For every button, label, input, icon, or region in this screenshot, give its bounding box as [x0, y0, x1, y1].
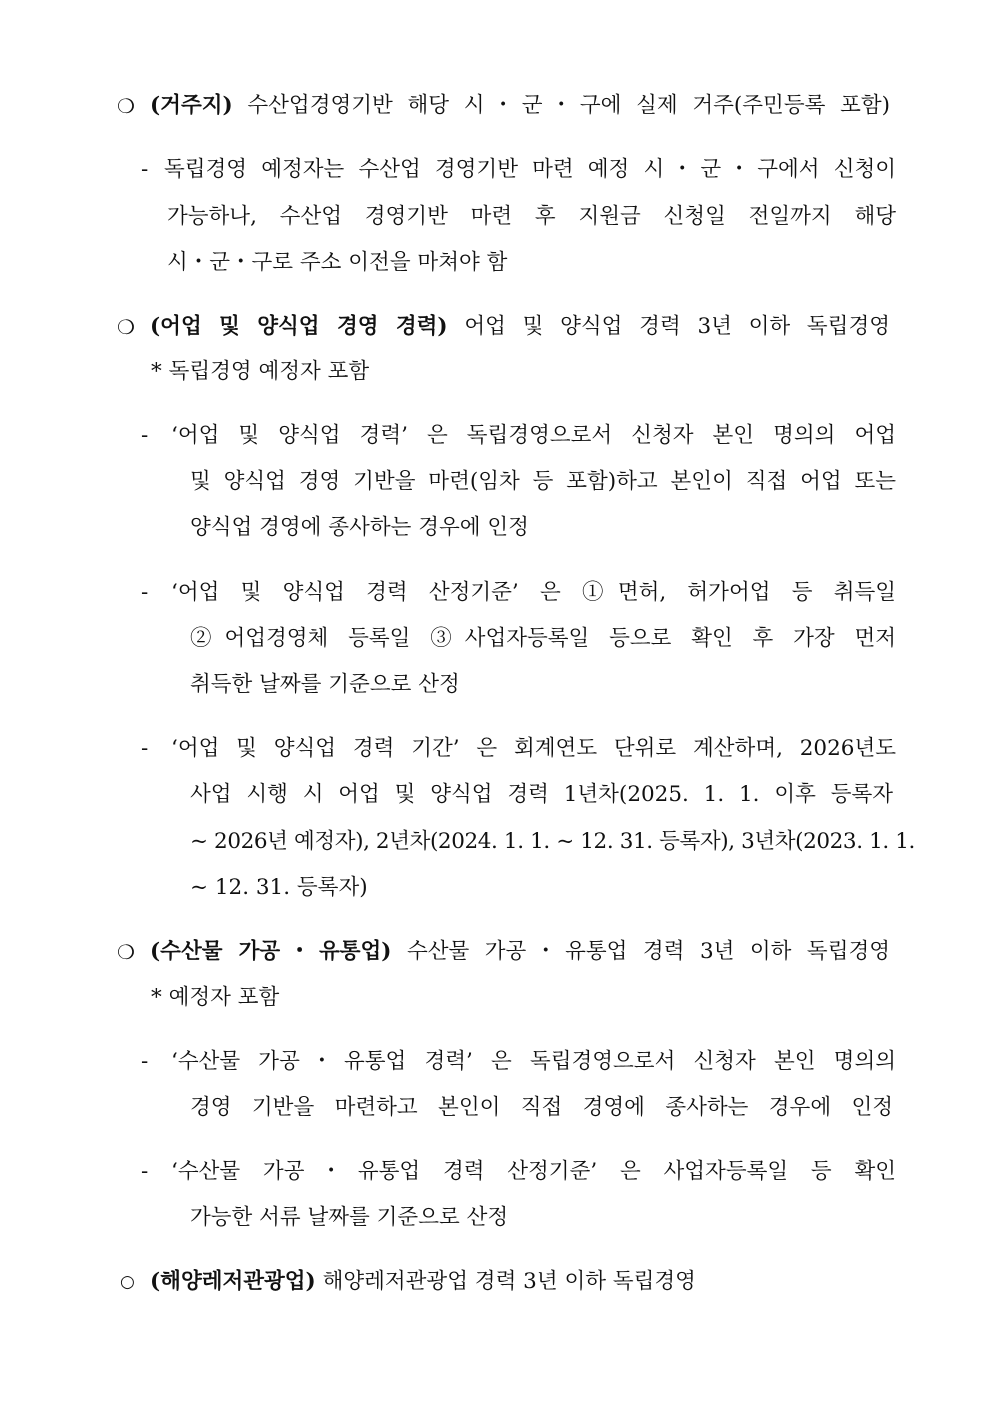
bullet-text-line: 가능한 서류 날짜를 기준으로 산정: [190, 1205, 509, 1230]
circle-bullet-icon: ❍: [117, 94, 135, 118]
section-note: [0, 352, 992, 392]
bullet-text-line: 양식업 경영에 종사하는 경우에 인정: [190, 515, 529, 540]
bullet-continuation: [0, 775, 992, 815]
bullet-text-line: ②어업경영체 등록일 ③사업자등록일 등으로 확인 후 가장 먼저: [190, 626, 896, 651]
section-lead: 해양레저관광업 경력 3년 이하 독립경영: [322, 1269, 696, 1294]
section-heading: (수산물 가공・유통업): [150, 939, 392, 964]
bullet-item: [0, 573, 992, 613]
circle-bullet-icon: ❍: [117, 315, 135, 339]
section-heading: (해양레저관광업): [150, 1269, 316, 1294]
bullet-text-line: ~ 12. 31. 등록자): [190, 875, 368, 900]
bullet-continuation: [0, 619, 992, 659]
bullet-text-line: ‘어업 및 양식업 경력’ 은 독립경영으로서 신청자 본인 명의의 어업: [171, 423, 896, 448]
section-heading: (어업 및 양식업 경영 경력): [150, 314, 448, 339]
bullet-text-line: 경영 기반을 마련하고 본인이 직접 경영에 종사하는 경우에 인정: [190, 1095, 893, 1120]
bullet-text-line: ‘수산물 가공・유통업 경력’ 은 독립경영으로서 신청자 본인 명의의: [171, 1049, 896, 1074]
bullet-text-line: ‘어업 및 양식업 경력 기간’ 은 회계연도 단위로 계산하며, 2026년도: [171, 736, 896, 761]
bullet-continuation: [0, 197, 992, 237]
bullet-continuation: [0, 1088, 992, 1128]
bullet-text-line: 가능하나, 수산업 경영기반 마련 후 지원금 신청일 전일까지 해당: [167, 204, 896, 229]
dash-marker: -: [141, 423, 149, 448]
bullet-text-line: 독립경영 예정자는 수산업 경영기반 마련 예정 시・군・구에서 신청이: [164, 157, 896, 182]
dash-marker: -: [141, 1049, 149, 1074]
bullet-text-line: ~ 2026년 예정자), 2년차(2024. 1. 1. ~ 12. 31. 등록자), 3년차(2023. 1. 1.: [190, 829, 915, 854]
bullet-item: [0, 729, 992, 769]
bullet-item: [0, 150, 992, 190]
section-marine-leisure: [0, 1262, 992, 1302]
section-marine-line: [150, 1262, 696, 1302]
note-text: * 예정자 포함: [151, 985, 280, 1010]
bullet-continuation: [0, 868, 992, 908]
bullet-item: [0, 416, 992, 456]
bullet-item: [0, 1042, 992, 1082]
bullet-text-line: 및 양식업 경영 기반을 마련(임차 등 포함)하고 본인이 직접 어업 또는: [190, 469, 896, 494]
section-residence: [0, 86, 992, 126]
bullet-text-line: 사업 시행 시 어업 및 양식업 경력 1년차(2025. 1. 1. 이후 등록자: [190, 782, 893, 807]
section-processing-line: [150, 932, 890, 972]
section-fishery-career: [0, 307, 992, 347]
section-lead: 수산물 가공・유통업 경력 3년 이하 독립경영: [406, 939, 890, 964]
section-residence-line: [150, 86, 890, 126]
dash-marker: -: [141, 1159, 149, 1184]
bullet-text-line: 취득한 날짜를 기준으로 산정: [190, 672, 460, 697]
section-processing: [0, 932, 992, 972]
bullet-continuation: [0, 243, 992, 283]
section-note: [0, 978, 992, 1018]
section-heading: (거주지): [150, 93, 233, 118]
bullet-text-line: ‘어업 및 양식업 경력 산정기준’ 은 ①면허, 허가어업 등 취득일: [171, 580, 896, 605]
bullet-text-line: 시・군・구로 주소 이전을 마쳐야 함: [167, 250, 508, 275]
bullet-item: [0, 1152, 992, 1192]
circle-bullet-icon: ❍: [117, 940, 135, 964]
dash-marker: -: [141, 580, 149, 605]
section-lead: 수산업경영기반 해당 시・군・구에 실제 거주(주민등록 포함): [247, 93, 891, 118]
section-fishery-line: [150, 307, 890, 347]
section-lead: 어업 및 양식업 경력 3년 이하 독립경영: [464, 314, 890, 339]
small-circle-bullet-icon: ○: [120, 1272, 135, 1292]
bullet-continuation: [0, 508, 992, 548]
dash-marker: -: [141, 736, 149, 761]
bullet-continuation: [0, 822, 992, 862]
bullet-continuation: [0, 1198, 992, 1238]
bullet-text-line: ‘수산물 가공・유통업 경력 산정기준’ 은 사업자등록일 등 확인: [171, 1159, 896, 1184]
note-text: * 독립경영 예정자 포함: [151, 359, 370, 384]
bullet-continuation: [0, 462, 992, 502]
dash-marker: -: [141, 157, 149, 182]
bullet-continuation: [0, 665, 992, 705]
